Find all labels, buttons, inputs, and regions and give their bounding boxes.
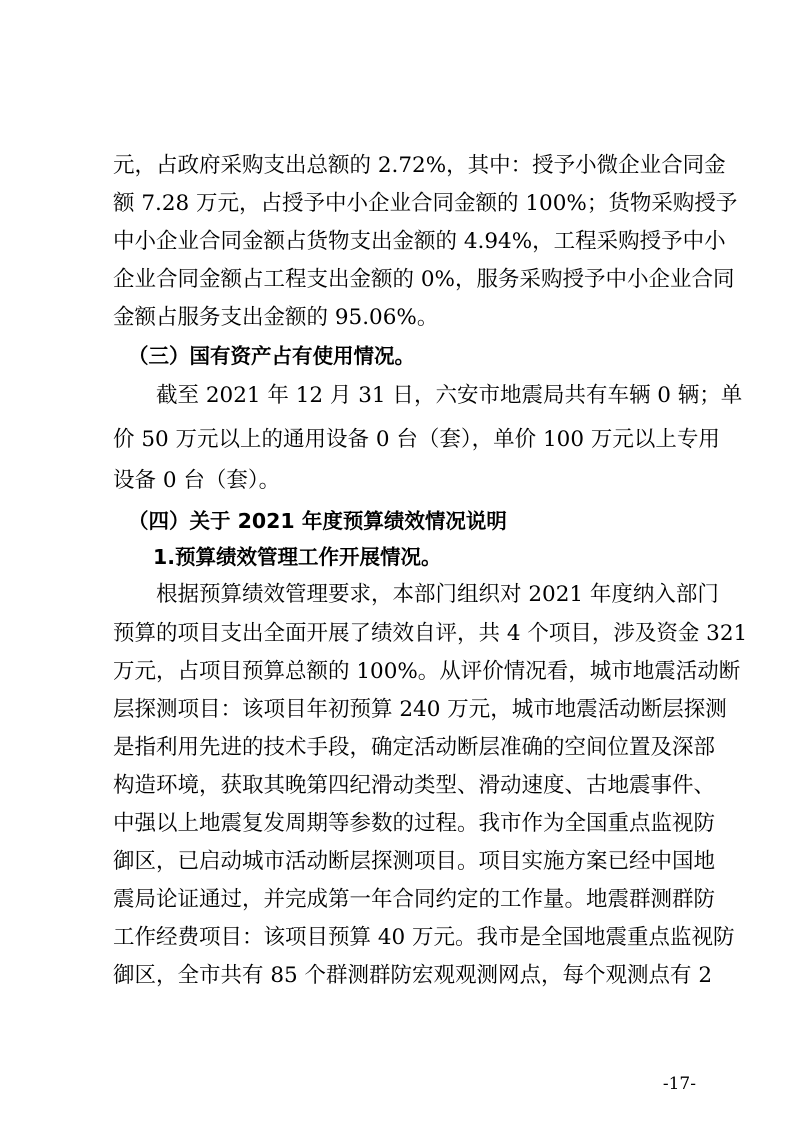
paragraph-line: 额 7.28 万元，占授予中小企业合同金额的 100%；货物采购授予 xyxy=(113,191,738,216)
paragraph-line: 中小企业合同金额占货物支出金额的 4.94%，工程采购授予中小 xyxy=(113,229,726,254)
page-number: -17- xyxy=(662,1074,696,1094)
paragraph-line: 价 50 万元以上的通用设备 0 台（套），单价 100 万元以上专用 xyxy=(113,427,720,452)
paragraph-line: 是指利用先进的技术手段，确定活动断层准确的空间位置及深部 xyxy=(113,735,716,760)
paragraph-line: 层探测项目：该项目年初预算 240 万元，城市地震活动断层探测 xyxy=(113,697,727,722)
paragraph-line: 御区，全市共有 85 个群测群防宏观观测网点，每个观测点有 2 xyxy=(113,963,713,988)
paragraph-line: 工作经费项目：该项目预算 40 万元。我市是全国地震重点监视防 xyxy=(113,925,735,950)
section-heading: （三）国有资产占有使用情况。 xyxy=(128,344,415,368)
paragraph-line: 预算的项目支出全面开展了绩效自评，共 4 个项目，涉及资金 321 xyxy=(113,621,748,646)
paragraph-line: 御区，已启动城市活动断层探测项目。项目实施方案已经中国地 xyxy=(113,849,716,874)
paragraph-line: 设备 0 台（套）。 xyxy=(113,468,281,493)
paragraph-line: 中强以上地震复发周期等参数的过程。我市作为全国重点监视防 xyxy=(113,811,716,836)
paragraph-line: 元，占政府采购支出总额的 2.72%，其中：授予小微企业合同金 xyxy=(113,153,726,178)
section-heading: （四）关于 2021 年度预算绩效情况说明 xyxy=(128,509,507,533)
paragraph-line: 截至 2021 年 12 月 31 日，六安市地震局共有车辆 0 辆；单 xyxy=(156,383,743,408)
paragraph-line: 企业合同金额占工程支出金额的 0%，服务采购授予中小企业合同 xyxy=(113,267,735,292)
paragraph-line: 根据预算绩效管理要求，本部门组织对 2021 年度纳入部门 xyxy=(156,582,719,607)
paragraph-line: 震局论证通过，并完成第一年合同约定的工作量。地震群测群防 xyxy=(113,887,716,912)
paragraph-line: 万元，占项目预算总额的 100%。从评价情况看，城市地震活动断 xyxy=(113,659,741,684)
paragraph-line: 金额占服务支出金额的 95.06%。 xyxy=(113,305,439,330)
paragraph-line: 构造环境，获取其晚第四纪滑动类型、滑动速度、古地震事件、 xyxy=(113,773,716,798)
subsection-heading: 1.预算绩效管理工作开展情况。 xyxy=(153,545,442,569)
